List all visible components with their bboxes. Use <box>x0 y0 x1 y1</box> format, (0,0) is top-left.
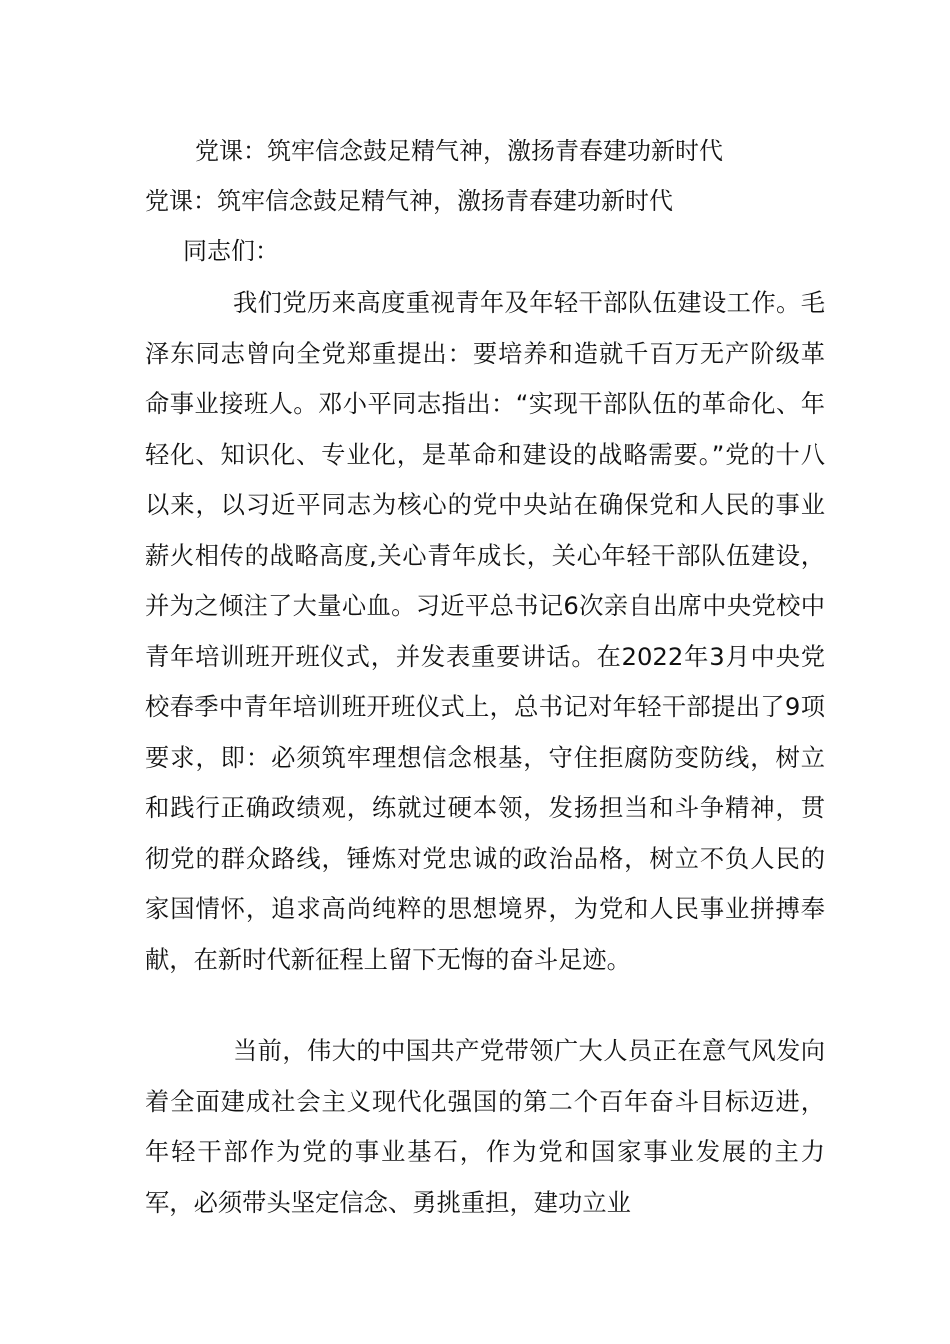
salutation: 同志们： <box>183 237 279 265</box>
document-subtitle: 党课：筑牢信念鼓足精气神，激扬青春建功新时代 <box>145 187 673 215</box>
body-paragraph-1: 我们党历来高度重视青年及年轻干部队伍建设工作。毛泽东同志曾向全党郑重提出：要培养和造就千百万无产阶级革命事业接班人。邓小平同志指出：“实现干部队伍的革命化、年轻化、知识化、专业化，是革命和建设的战略需要。”党的十八以来，以习近平同志为核心的党中央站在确保党和人民的事业薪火相传的战略高度,关心青年成长，关心年轻干部队伍建设，并为之倾注了大量心血。习近平总书记6次亲自出席中央党校中青年培训班开班仪式，并发表重要讲话。在2022年3月中央党校春季中青年培训班开班仪式上，总书记对年轻干部提出了9项要求，即：必须筑牢理想信念根基，守住拒腐防变防线，树立和践行正确政绩观，练就过硬本领，发扬担当和斗争精神，贯彻党的群众路线，锤炼对党忠诚的政治品格，树立不负人民的家国情怀，追求高尚纯粹的思想境界，为党和人民事业拼搏奉献，在新时代新征程上留下无悔的奋斗足迹。 <box>145 288 825 974</box>
document-title: 党课：筑牢信念鼓足精气神，激扬青春建功新时代 <box>195 137 723 165</box>
body-paragraph-2: 当前，伟大的中国共产党带领广大人员正在意气风发向着全面建成社会主义现代化强国的第二个百年奋斗目标迈进，年轻干部作为党的事业基石，作为党和国家事业发展的主力军，必须带头坚定信念、勇挑重担，建功立业 <box>145 1036 825 1217</box>
